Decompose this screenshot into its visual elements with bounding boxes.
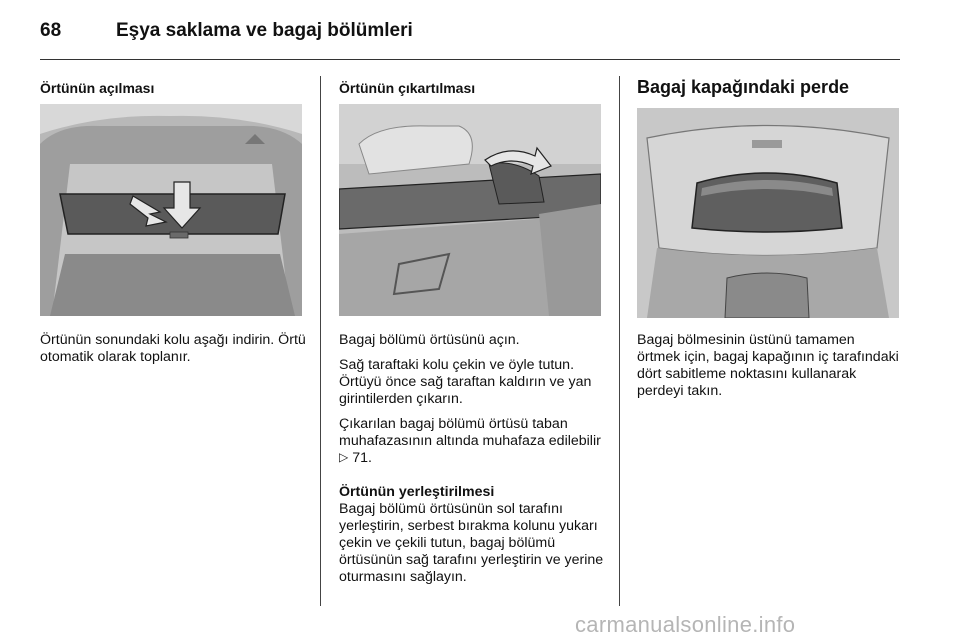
page-title: Eşya saklama ve bagaj bölümleri bbox=[116, 20, 413, 41]
illustration-cover-opening bbox=[40, 104, 302, 316]
illustration-tailgate-curtain bbox=[637, 108, 899, 318]
column-removing-cover bbox=[339, 76, 609, 97]
column-divider-1 bbox=[320, 76, 321, 606]
section-heading-curtain: Bagaj kapağındaki perde bbox=[637, 77, 850, 97]
page-number: 68 bbox=[40, 20, 62, 41]
column-tailgate-curtain bbox=[637, 76, 900, 98]
page-reference[interactable]: 71. bbox=[352, 450, 372, 466]
paragraph-curtain: Bagaj bölmesinin üstünü tamamen örtmek için, bagaj kapağının iç tarafındaki dört sabitleme noktasını kullanarak perdeyi takın. bbox=[637, 332, 899, 399]
paragraph-remove-step1: Bagaj bölümü örtüsünü açın. bbox=[339, 332, 520, 348]
column-opening-cover bbox=[40, 76, 310, 97]
column-divider-2 bbox=[619, 76, 620, 606]
paragraph-installing bbox=[339, 484, 611, 586]
section-heading-opening: Örtünün açılması bbox=[40, 80, 155, 96]
watermark: carmanualsonline.info bbox=[575, 612, 796, 637]
triangle-pointer-icon: ▷ bbox=[339, 450, 349, 464]
subheading-installing: Örtünün yerleştirilmesi bbox=[339, 484, 495, 500]
header-divider bbox=[40, 59, 900, 60]
paragraph-remove-step2: Sağ taraftaki kolu çekin ve öyle tutun. Örtüyü önce sağ taraftan kaldırın ve yan girintilerden çıkarın. bbox=[339, 357, 592, 407]
section-heading-removing: Örtünün çıkartılması bbox=[339, 80, 476, 96]
storage-note-text: Çıkarılan bagaj bölümü örtüsü taban muhafazasının altında muhafaza edilebilir bbox=[339, 416, 601, 449]
illustration-cover-removing bbox=[339, 104, 601, 316]
paragraph-opening: Örtünün sonundaki kolu aşağı indirin. Örtü otomatik olarak toplanır. bbox=[40, 332, 306, 365]
installing-text: Bagaj bölümü örtüsünün sol tarafını yerleştirin, serbest bırakma kolunu yukarı çekin ve çekili tutun, bagaj bölümü örtüsünün sağ tarafını yerleştirin ve yerine oturmasını sağlayın. bbox=[339, 501, 604, 585]
paragraph-storage-note bbox=[339, 416, 611, 467]
